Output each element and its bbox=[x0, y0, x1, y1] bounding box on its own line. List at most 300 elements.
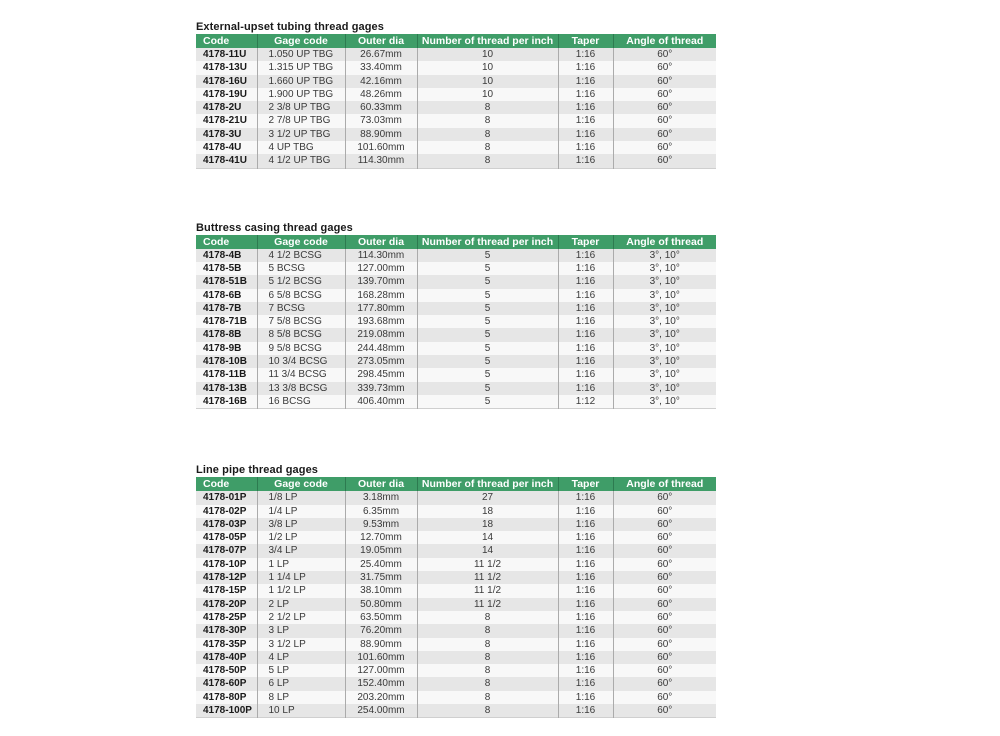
table-row bbox=[196, 101, 716, 114]
cell-outer-dia: 3.18mm bbox=[345, 491, 417, 504]
column-header-code: Code bbox=[196, 235, 257, 249]
cell-outer-dia: 88.90mm bbox=[345, 128, 417, 141]
cell-taper: 1:16 bbox=[558, 289, 613, 302]
cell-outer-dia: 114.30mm bbox=[345, 249, 417, 262]
cell-outer-dia: 33.40mm bbox=[345, 61, 417, 74]
cell-outer-dia: 42.16mm bbox=[345, 75, 417, 88]
cell-taper: 1:16 bbox=[558, 48, 613, 61]
cell-code: 4178-50P bbox=[196, 664, 257, 677]
table-row bbox=[196, 114, 716, 127]
cell-threads-per-inch: 27 bbox=[417, 491, 558, 504]
table-row bbox=[196, 75, 716, 88]
cell-threads-per-inch: 5 bbox=[417, 249, 558, 262]
cell-code: 4178-13B bbox=[196, 382, 257, 395]
cell-threads-per-inch: 8 bbox=[417, 664, 558, 677]
cell-angle: 3°, 10° bbox=[613, 262, 716, 275]
cell-threads-per-inch: 5 bbox=[417, 368, 558, 381]
cell-angle: 3°, 10° bbox=[613, 342, 716, 355]
cell-gage-code: 4 1/2 BCSG bbox=[257, 249, 345, 262]
table-row bbox=[196, 611, 716, 624]
table-row bbox=[196, 48, 716, 61]
cell-outer-dia: 101.60mm bbox=[345, 141, 417, 154]
cell-angle: 60° bbox=[613, 75, 716, 88]
cell-threads-per-inch: 5 bbox=[417, 328, 558, 341]
cell-outer-dia: 88.90mm bbox=[345, 638, 417, 651]
cell-threads-per-inch: 18 bbox=[417, 518, 558, 531]
cell-angle: 60° bbox=[613, 154, 716, 168]
cell-threads-per-inch: 5 bbox=[417, 382, 558, 395]
table-row bbox=[196, 61, 716, 74]
cell-threads-per-inch: 5 bbox=[417, 395, 558, 409]
table-row bbox=[196, 154, 716, 168]
cell-gage-code: 7 BCSG bbox=[257, 302, 345, 315]
cell-taper: 1:16 bbox=[558, 677, 613, 690]
cell-gage-code: 9 5/8 BCSG bbox=[257, 342, 345, 355]
table-title: Line pipe thread gages bbox=[196, 464, 319, 477]
cell-code: 4178-5B bbox=[196, 262, 257, 275]
cell-code: 4178-20P bbox=[196, 598, 257, 611]
cell-gage-code: 16 BCSG bbox=[257, 395, 345, 409]
cell-angle: 60° bbox=[613, 584, 716, 597]
cell-gage-code: 4 1/2 UP TBG bbox=[257, 154, 345, 168]
cell-code: 4178-71B bbox=[196, 315, 257, 328]
cell-code: 4178-25P bbox=[196, 611, 257, 624]
cell-taper: 1:16 bbox=[558, 88, 613, 101]
cell-threads-per-inch: 5 bbox=[417, 342, 558, 355]
cell-code: 4178-10P bbox=[196, 558, 257, 571]
cell-taper: 1:16 bbox=[558, 611, 613, 624]
table-row bbox=[196, 368, 716, 381]
cell-threads-per-inch: 11 1/2 bbox=[417, 598, 558, 611]
cell-threads-per-inch: 8 bbox=[417, 611, 558, 624]
cell-angle: 60° bbox=[613, 88, 716, 101]
table-row bbox=[196, 128, 716, 141]
cell-code: 4178-21U bbox=[196, 114, 257, 127]
cell-threads-per-inch: 8 bbox=[417, 651, 558, 664]
cell-code: 4178-9B bbox=[196, 342, 257, 355]
cell-threads-per-inch: 8 bbox=[417, 624, 558, 637]
cell-gage-code: 6 LP bbox=[257, 677, 345, 690]
table-row bbox=[196, 342, 716, 355]
column-header-taper: Taper bbox=[558, 477, 613, 491]
cell-angle: 3°, 10° bbox=[613, 249, 716, 262]
cell-angle: 60° bbox=[613, 638, 716, 651]
cell-threads-per-inch: 8 bbox=[417, 691, 558, 704]
cell-code: 4178-19U bbox=[196, 88, 257, 101]
cell-angle: 60° bbox=[613, 664, 716, 677]
table-row bbox=[196, 558, 716, 571]
cell-angle: 60° bbox=[613, 558, 716, 571]
cell-angle: 3°, 10° bbox=[613, 395, 716, 409]
column-header-code: Code bbox=[196, 477, 257, 491]
column-header-outer-dia: Outer dia bbox=[345, 34, 417, 48]
cell-outer-dia: 127.00mm bbox=[345, 262, 417, 275]
cell-outer-dia: 254.00mm bbox=[345, 704, 417, 718]
cell-code: 4178-07P bbox=[196, 544, 257, 557]
cell-taper: 1:16 bbox=[558, 691, 613, 704]
table-section-external-upset bbox=[196, 21, 716, 169]
cell-outer-dia: 60.33mm bbox=[345, 101, 417, 114]
cell-angle: 60° bbox=[613, 531, 716, 544]
cell-code: 4178-51B bbox=[196, 275, 257, 288]
cell-threads-per-inch: 11 1/2 bbox=[417, 558, 558, 571]
table-row bbox=[196, 395, 716, 409]
cell-gage-code: 2 1/2 LP bbox=[257, 611, 345, 624]
cell-gage-code: 1 1/2 LP bbox=[257, 584, 345, 597]
cell-outer-dia: 152.40mm bbox=[345, 677, 417, 690]
cell-gage-code: 3/4 LP bbox=[257, 544, 345, 557]
cell-threads-per-inch: 5 bbox=[417, 275, 558, 288]
cell-angle: 60° bbox=[613, 128, 716, 141]
cell-gage-code: 5 BCSG bbox=[257, 262, 345, 275]
cell-gage-code: 7 5/8 BCSG bbox=[257, 315, 345, 328]
cell-taper: 1:16 bbox=[558, 355, 613, 368]
cell-taper: 1:16 bbox=[558, 544, 613, 557]
cell-gage-code: 1/2 LP bbox=[257, 531, 345, 544]
cell-taper: 1:16 bbox=[558, 704, 613, 718]
cell-angle: 3°, 10° bbox=[613, 289, 716, 302]
cell-gage-code: 1 LP bbox=[257, 558, 345, 571]
cell-angle: 60° bbox=[613, 505, 716, 518]
cell-outer-dia: 19.05mm bbox=[345, 544, 417, 557]
table-row bbox=[196, 677, 716, 690]
cell-code: 4178-01P bbox=[196, 491, 257, 504]
table-row bbox=[196, 491, 716, 504]
cell-angle: 3°, 10° bbox=[613, 275, 716, 288]
table-row bbox=[196, 262, 716, 275]
cell-outer-dia: 203.20mm bbox=[345, 691, 417, 704]
cell-taper: 1:16 bbox=[558, 262, 613, 275]
cell-gage-code: 1.315 UP TBG bbox=[257, 61, 345, 74]
cell-outer-dia: 9.53mm bbox=[345, 518, 417, 531]
cell-code: 4178-13U bbox=[196, 61, 257, 74]
cell-outer-dia: 244.48mm bbox=[345, 342, 417, 355]
cell-outer-dia: 339.73mm bbox=[345, 382, 417, 395]
cell-angle: 60° bbox=[613, 518, 716, 531]
cell-angle: 3°, 10° bbox=[613, 328, 716, 341]
cell-taper: 1:16 bbox=[558, 141, 613, 154]
column-header-gage-code: Gage code bbox=[257, 477, 345, 491]
table-row bbox=[196, 598, 716, 611]
column-header-angle: Angle of thread bbox=[613, 34, 716, 48]
cell-taper: 1:16 bbox=[558, 518, 613, 531]
column-header-gage-code: Gage code bbox=[257, 34, 345, 48]
cell-threads-per-inch: 5 bbox=[417, 262, 558, 275]
header-row bbox=[196, 235, 716, 249]
cell-angle: 60° bbox=[613, 624, 716, 637]
cell-outer-dia: 219.08mm bbox=[345, 328, 417, 341]
cell-angle: 60° bbox=[613, 114, 716, 127]
cell-gage-code: 3 LP bbox=[257, 624, 345, 637]
cell-threads-per-inch: 5 bbox=[417, 289, 558, 302]
cell-taper: 1:16 bbox=[558, 61, 613, 74]
cell-taper: 1:16 bbox=[558, 598, 613, 611]
cell-outer-dia: 298.45mm bbox=[345, 368, 417, 381]
cell-outer-dia: 6.35mm bbox=[345, 505, 417, 518]
cell-code: 4178-7B bbox=[196, 302, 257, 315]
table-section-buttress-casing bbox=[196, 222, 716, 410]
cell-gage-code: 10 3/4 BCSG bbox=[257, 355, 345, 368]
cell-code: 4178-11U bbox=[196, 48, 257, 61]
cell-threads-per-inch: 8 bbox=[417, 101, 558, 114]
cell-code: 4178-03P bbox=[196, 518, 257, 531]
cell-taper: 1:16 bbox=[558, 101, 613, 114]
cell-angle: 3°, 10° bbox=[613, 315, 716, 328]
cell-threads-per-inch: 8 bbox=[417, 677, 558, 690]
table-row bbox=[196, 249, 716, 262]
cell-code: 4178-11B bbox=[196, 368, 257, 381]
cell-angle: 60° bbox=[613, 611, 716, 624]
cell-taper: 1:12 bbox=[558, 395, 613, 409]
cell-gage-code: 3/8 LP bbox=[257, 518, 345, 531]
cell-taper: 1:16 bbox=[558, 571, 613, 584]
spec-table-external-upset bbox=[196, 34, 716, 169]
cell-threads-per-inch: 11 1/2 bbox=[417, 584, 558, 597]
table-body bbox=[196, 249, 716, 409]
cell-code: 4178-4B bbox=[196, 249, 257, 262]
header-row bbox=[196, 477, 716, 491]
cell-taper: 1:16 bbox=[558, 75, 613, 88]
cell-code: 4178-12P bbox=[196, 571, 257, 584]
table-section-line-pipe bbox=[196, 464, 716, 718]
cell-outer-dia: 127.00mm bbox=[345, 664, 417, 677]
cell-gage-code: 2 LP bbox=[257, 598, 345, 611]
cell-code: 4178-3U bbox=[196, 128, 257, 141]
cell-gage-code: 1/4 LP bbox=[257, 505, 345, 518]
cell-outer-dia: 12.70mm bbox=[345, 531, 417, 544]
table-body bbox=[196, 48, 716, 168]
cell-taper: 1:16 bbox=[558, 315, 613, 328]
table-row bbox=[196, 355, 716, 368]
cell-gage-code: 11 3/4 BCSG bbox=[257, 368, 345, 381]
cell-code: 4178-16B bbox=[196, 395, 257, 409]
cell-threads-per-inch: 14 bbox=[417, 544, 558, 557]
cell-outer-dia: 26.67mm bbox=[345, 48, 417, 61]
cell-threads-per-inch: 10 bbox=[417, 88, 558, 101]
cell-outer-dia: 73.03mm bbox=[345, 114, 417, 127]
cell-outer-dia: 114.30mm bbox=[345, 154, 417, 168]
table-row bbox=[196, 302, 716, 315]
spec-table-buttress-casing bbox=[196, 235, 716, 410]
cell-outer-dia: 168.28mm bbox=[345, 289, 417, 302]
cell-threads-per-inch: 8 bbox=[417, 114, 558, 127]
cell-code: 4178-8B bbox=[196, 328, 257, 341]
table-row bbox=[196, 691, 716, 704]
cell-taper: 1:16 bbox=[558, 584, 613, 597]
column-header-outer-dia: Outer dia bbox=[345, 477, 417, 491]
table-row bbox=[196, 382, 716, 395]
cell-angle: 60° bbox=[613, 48, 716, 61]
cell-outer-dia: 406.40mm bbox=[345, 395, 417, 409]
cell-taper: 1:16 bbox=[558, 275, 613, 288]
cell-outer-dia: 76.20mm bbox=[345, 624, 417, 637]
cell-taper: 1:16 bbox=[558, 558, 613, 571]
cell-angle: 60° bbox=[613, 704, 716, 718]
cell-outer-dia: 31.75mm bbox=[345, 571, 417, 584]
cell-code: 4178-02P bbox=[196, 505, 257, 518]
table-row bbox=[196, 651, 716, 664]
cell-threads-per-inch: 8 bbox=[417, 638, 558, 651]
cell-outer-dia: 63.50mm bbox=[345, 611, 417, 624]
cell-code: 4178-80P bbox=[196, 691, 257, 704]
column-header-gage-code: Gage code bbox=[257, 235, 345, 249]
table-row bbox=[196, 638, 716, 651]
cell-outer-dia: 101.60mm bbox=[345, 651, 417, 664]
cell-taper: 1:16 bbox=[558, 128, 613, 141]
table-row bbox=[196, 141, 716, 154]
cell-code: 4178-6B bbox=[196, 289, 257, 302]
cell-angle: 3°, 10° bbox=[613, 302, 716, 315]
cell-angle: 60° bbox=[613, 544, 716, 557]
cell-threads-per-inch: 5 bbox=[417, 315, 558, 328]
cell-taper: 1:16 bbox=[558, 368, 613, 381]
cell-taper: 1:16 bbox=[558, 342, 613, 355]
cell-outer-dia: 139.70mm bbox=[345, 275, 417, 288]
cell-outer-dia: 48.26mm bbox=[345, 88, 417, 101]
cell-angle: 60° bbox=[613, 141, 716, 154]
cell-taper: 1:16 bbox=[558, 491, 613, 504]
cell-angle: 3°, 10° bbox=[613, 368, 716, 381]
table-title: Buttress casing thread gages bbox=[196, 221, 353, 234]
cell-gage-code: 10 LP bbox=[257, 704, 345, 718]
column-header-angle: Angle of thread bbox=[613, 235, 716, 249]
cell-gage-code: 3 1/2 LP bbox=[257, 638, 345, 651]
cell-gage-code: 8 5/8 BCSG bbox=[257, 328, 345, 341]
spec-table-line-pipe bbox=[196, 477, 716, 718]
cell-taper: 1:16 bbox=[558, 302, 613, 315]
cell-threads-per-inch: 10 bbox=[417, 48, 558, 61]
column-header-taper: Taper bbox=[558, 34, 613, 48]
cell-outer-dia: 38.10mm bbox=[345, 584, 417, 597]
cell-gage-code: 1/8 LP bbox=[257, 491, 345, 504]
cell-threads-per-inch: 10 bbox=[417, 75, 558, 88]
cell-taper: 1:16 bbox=[558, 651, 613, 664]
cell-code: 4178-10B bbox=[196, 355, 257, 368]
column-header-taper: Taper bbox=[558, 235, 613, 249]
cell-angle: 60° bbox=[613, 61, 716, 74]
cell-gage-code: 2 7/8 UP TBG bbox=[257, 114, 345, 127]
cell-gage-code: 2 3/8 UP TBG bbox=[257, 101, 345, 114]
cell-code: 4178-35P bbox=[196, 638, 257, 651]
table-row bbox=[196, 88, 716, 101]
catalog-page bbox=[196, 0, 716, 718]
table-row bbox=[196, 315, 716, 328]
cell-threads-per-inch: 8 bbox=[417, 154, 558, 168]
cell-threads-per-inch: 18 bbox=[417, 505, 558, 518]
cell-gage-code: 6 5/8 BCSG bbox=[257, 289, 345, 302]
cell-threads-per-inch: 5 bbox=[417, 355, 558, 368]
column-header-code: Code bbox=[196, 34, 257, 48]
table-row bbox=[196, 518, 716, 531]
cell-threads-per-inch: 8 bbox=[417, 128, 558, 141]
cell-outer-dia: 177.80mm bbox=[345, 302, 417, 315]
cell-code: 4178-60P bbox=[196, 677, 257, 690]
cell-angle: 3°, 10° bbox=[613, 382, 716, 395]
cell-outer-dia: 273.05mm bbox=[345, 355, 417, 368]
cell-code: 4178-41U bbox=[196, 154, 257, 168]
cell-code: 4178-40P bbox=[196, 651, 257, 664]
cell-taper: 1:16 bbox=[558, 114, 613, 127]
cell-taper: 1:16 bbox=[558, 531, 613, 544]
cell-threads-per-inch: 11 1/2 bbox=[417, 571, 558, 584]
cell-threads-per-inch: 8 bbox=[417, 704, 558, 718]
table-row bbox=[196, 531, 716, 544]
cell-angle: 60° bbox=[613, 691, 716, 704]
table-row bbox=[196, 584, 716, 597]
cell-threads-per-inch: 10 bbox=[417, 61, 558, 74]
header-row bbox=[196, 34, 716, 48]
cell-code: 4178-16U bbox=[196, 75, 257, 88]
cell-outer-dia: 25.40mm bbox=[345, 558, 417, 571]
table-row bbox=[196, 275, 716, 288]
table-title: External-upset tubing thread gages bbox=[196, 21, 384, 33]
cell-gage-code: 8 LP bbox=[257, 691, 345, 704]
cell-angle: 60° bbox=[613, 491, 716, 504]
table-row bbox=[196, 544, 716, 557]
cell-outer-dia: 193.68mm bbox=[345, 315, 417, 328]
column-header-threads-per-inch: Number of thread per inch bbox=[417, 477, 558, 491]
cell-taper: 1:16 bbox=[558, 154, 613, 168]
cell-code: 4178-05P bbox=[196, 531, 257, 544]
cell-taper: 1:16 bbox=[558, 624, 613, 637]
table-row bbox=[196, 664, 716, 677]
column-header-outer-dia: Outer dia bbox=[345, 235, 417, 249]
cell-taper: 1:16 bbox=[558, 638, 613, 651]
table-row bbox=[196, 571, 716, 584]
cell-gage-code: 5 LP bbox=[257, 664, 345, 677]
table-row bbox=[196, 624, 716, 637]
cell-code: 4178-4U bbox=[196, 141, 257, 154]
column-header-angle: Angle of thread bbox=[613, 477, 716, 491]
cell-angle: 60° bbox=[613, 598, 716, 611]
cell-angle: 3°, 10° bbox=[613, 355, 716, 368]
cell-gage-code: 5 1/2 BCSG bbox=[257, 275, 345, 288]
table-row bbox=[196, 704, 716, 718]
column-header-threads-per-inch: Number of thread per inch bbox=[417, 235, 558, 249]
cell-taper: 1:16 bbox=[558, 664, 613, 677]
cell-threads-per-inch: 5 bbox=[417, 302, 558, 315]
cell-angle: 60° bbox=[613, 651, 716, 664]
cell-threads-per-inch: 8 bbox=[417, 141, 558, 154]
table-row bbox=[196, 505, 716, 518]
cell-angle: 60° bbox=[613, 677, 716, 690]
cell-code: 4178-15P bbox=[196, 584, 257, 597]
cell-taper: 1:16 bbox=[558, 249, 613, 262]
cell-gage-code: 1.900 UP TBG bbox=[257, 88, 345, 101]
table-row bbox=[196, 328, 716, 341]
cell-code: 4178-100P bbox=[196, 704, 257, 718]
cell-taper: 1:16 bbox=[558, 505, 613, 518]
cell-threads-per-inch: 14 bbox=[417, 531, 558, 544]
cell-gage-code: 4 LP bbox=[257, 651, 345, 664]
cell-gage-code: 1.660 UP TBG bbox=[257, 75, 345, 88]
cell-gage-code: 1.050 UP TBG bbox=[257, 48, 345, 61]
table-row bbox=[196, 289, 716, 302]
cell-gage-code: 3 1/2 UP TBG bbox=[257, 128, 345, 141]
cell-gage-code: 4 UP TBG bbox=[257, 141, 345, 154]
cell-angle: 60° bbox=[613, 101, 716, 114]
cell-angle: 60° bbox=[613, 571, 716, 584]
table-body bbox=[196, 491, 716, 718]
cell-code: 4178-2U bbox=[196, 101, 257, 114]
cell-outer-dia: 50.80mm bbox=[345, 598, 417, 611]
cell-taper: 1:16 bbox=[558, 328, 613, 341]
cell-code: 4178-30P bbox=[196, 624, 257, 637]
cell-gage-code: 13 3/8 BCSG bbox=[257, 382, 345, 395]
cell-gage-code: 1 1/4 LP bbox=[257, 571, 345, 584]
cell-taper: 1:16 bbox=[558, 382, 613, 395]
column-header-threads-per-inch: Number of thread per inch bbox=[417, 34, 558, 48]
